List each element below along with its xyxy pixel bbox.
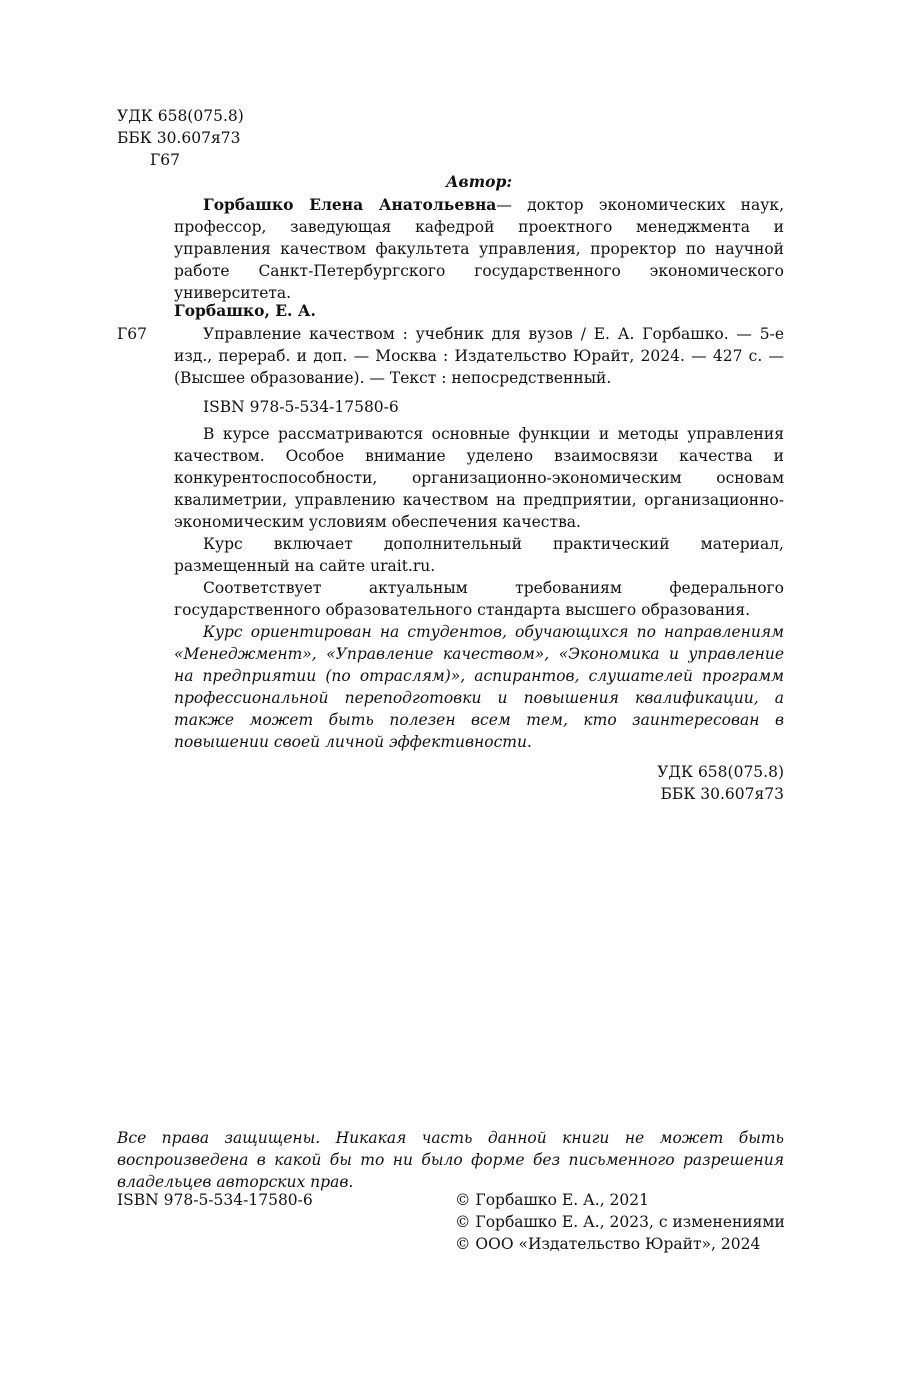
- bbk-code: ББК 30.607я73: [117, 129, 241, 147]
- rights-notice: Все права защищены. Никакая часть данной книги не может быть воспроизведена в какой бы то ни было форме без письменного разрешения владельцев авторских прав.: [117, 1129, 784, 1191]
- author-bio: [174, 194, 784, 304]
- abstract-paragraph-1: В курсе рассматриваются основные функции и методы управления качеством. Особое внимание уделено взаимосвязи качества и конкурентоспособности, организационно-экономическим основам квалиметрии, управлению качеством на предприятии, организационно-экономическим условиям обеспечения качества.: [174, 425, 784, 531]
- footer-isbn: ISBN 978-5-534-17580-6: [117, 1191, 313, 1209]
- abstract-paragraph-2: Курс включает дополнительный практический материал, размещенный на сайте urait.ru.: [174, 535, 784, 575]
- author-heading: Автор:: [445, 172, 513, 191]
- bibliographic-author: Горбашко, Е. А.: [174, 301, 316, 320]
- udc-code: УДК 658(075.8): [117, 107, 244, 125]
- copyright-line: © Горбашко Е. А., 2021: [455, 1191, 650, 1209]
- abstract-udc: УДК 658(075.8): [657, 763, 784, 781]
- abstract: [174, 423, 784, 805]
- abstract-paragraph-3: Соответствует актуальным требованиям федерального государственного образовательного стандарта высшего образования.: [174, 579, 784, 619]
- abstract-bbk: ББК 30.607я73: [660, 785, 784, 803]
- bibliographic-isbn: ISBN 978-5-534-17580-6: [203, 398, 399, 416]
- copyright-line: © Горбашко Е. А., 2023, с изменениями: [455, 1213, 785, 1231]
- bibliographic-description: Управление качеством : учебник для вузов / Е. А. Горбашко. — 5-е изд., перераб. и доп. — Москва : Издательство Юрайт, 2024. — 427 с. — (Высшее образование). — Текст : непосредственный.: [174, 325, 784, 387]
- copyright-line: © ООО «Издательство Юрайт», 2024: [455, 1235, 761, 1253]
- copyright-block: [455, 1189, 785, 1255]
- classification-block: [117, 105, 244, 171]
- cutter-code: Г67: [150, 151, 180, 169]
- author-name: Горбашко Елена Анатольевна: [203, 195, 497, 214]
- bibliographic-cutter: Г67: [117, 325, 147, 343]
- abstract-paragraph-4: Курс ориентирован на студентов, обучающихся по направлениям «Менеджмент», «Управление качеством», «Экономика и управление на предприятии (по отраслям)», аспирантов, слушателей программ профессиональной переподготовки и повышения квалификации, а также может быть полезен всем тем, кто заинтересован в повышении своей личной эффективности.: [174, 623, 784, 751]
- author-description: — доктор экономических наук, профессор, заведующая кафедрой проектного менеджмента и управления качеством факультета управления, проректор по научной работе Санкт-Петербургского государственного экономического университета.: [174, 196, 784, 302]
